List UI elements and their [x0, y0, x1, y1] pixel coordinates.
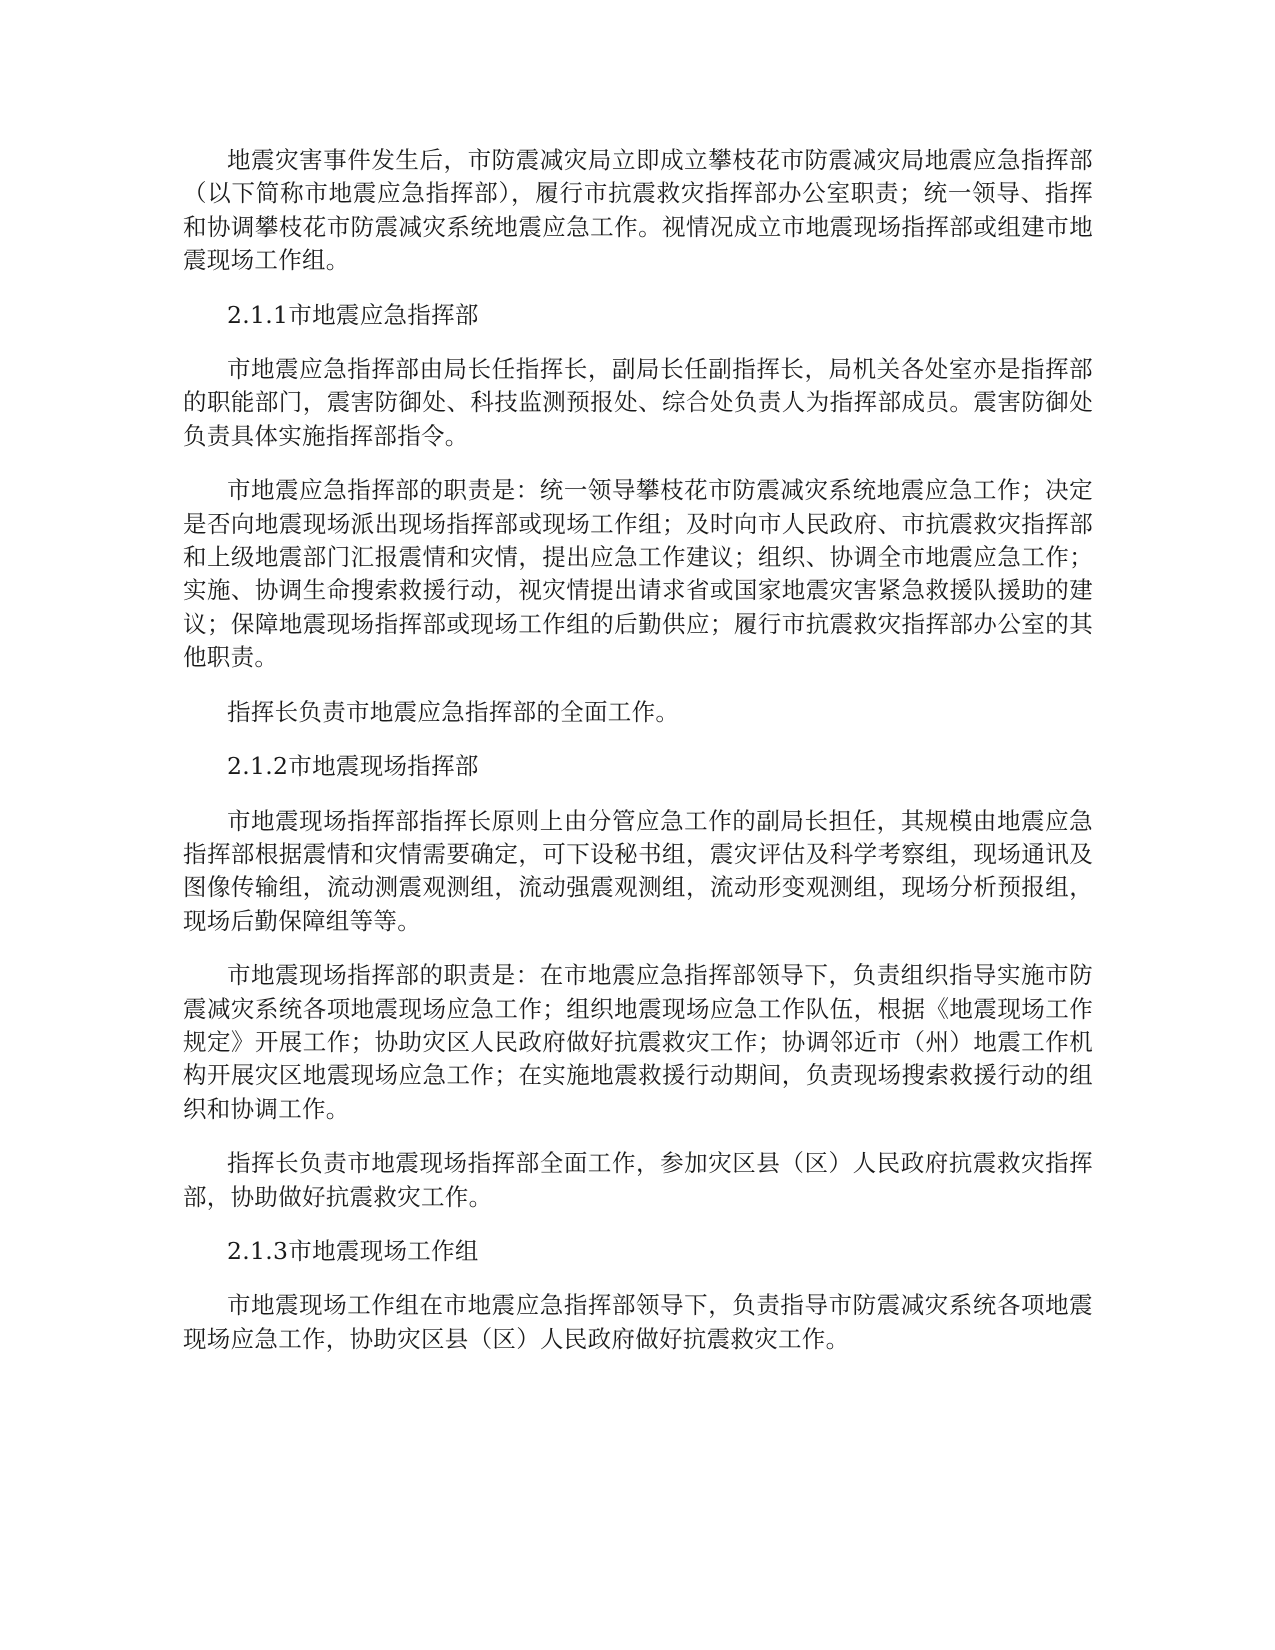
command-duties-paragraph: 市地震应急指挥部的职责是：统一领导攀枝花市防震减灾系统地震应急工作；决定是否向地震现场派出现场指挥部或现场工作组；及时向市人民政府、市抗震救灾指挥部和上级地震部门汇报震情和灾情，提出应急工作建议；组织、协调全市地震应急工作；实施、协调生命搜索救援行动，视灾情提出请求省或国家地震灾害紧急救援队援助的建议；保障地震现场指挥部或现场工作组的后勤供应；履行市抗震救灾指挥部办公室的其他职责。 [183, 476, 1093, 672]
section-heading-2-1-2: 2.1.2市地震现场指挥部 [227, 752, 479, 781]
field-workgroup-paragraph: 市地震现场工作组在市地震应急指挥部领导下，负责指导市防震减灾系统各项地震现场应急工作，协助灾区县（区）人民政府做好抗震救灾工作。 [183, 1291, 1093, 1353]
section-heading-2-1-1: 2.1.1市地震应急指挥部 [227, 300, 479, 329]
section-heading-2-1-3: 2.1.3市地震现场工作组 [227, 1236, 479, 1265]
field-commander-responsibility-paragraph: 指挥长负责市地震现场指挥部全面工作，参加灾区县（区）人民政府抗震救灾指挥部，协助做好抗震救灾工作。 [183, 1149, 1093, 1211]
field-command-duties-paragraph: 市地震现场指挥部的职责是：在市地震应急指挥部领导下，负责组织指导实施市防震减灾系统各项地震现场应急工作；组织地震现场应急工作队伍，根据《地震现场工作规定》开展工作；协助灾区人民政府做好抗震救灾工作；协调邻近市（州）地震工作机构开展灾区地震现场应急工作；在实施地震救援行动期间，负责现场搜索救援行动的组织和协调工作。 [183, 961, 1093, 1123]
commander-responsibility-paragraph: 指挥长负责市地震应急指挥部的全面工作。 [227, 697, 680, 726]
command-composition-paragraph: 市地震应急指挥部由局长任指挥长，副局长任副指挥长，局机关各处室亦是指挥部的职能部门，震害防御处、科技监测预报处、综合处负责人为指挥部成员。震害防御处负责具体实施指挥部指令。 [183, 355, 1093, 450]
intro-paragraph: 地震灾害事件发生后，市防震减灾局立即成立攀枝花市防震减灾局地震应急指挥部（以下简称市地震应急指挥部），履行市抗震救灾指挥部办公室职责；统一领导、指挥和协调攀枝花市防震减灾系统地震应急工作。视情况成立市地震现场指挥部或组建市地震现场工作组。 [183, 146, 1093, 275]
field-command-composition-paragraph: 市地震现场指挥部指挥长原则上由分管应急工作的副局长担任，其规模由地震应急指挥部根据震情和灾情需要确定，可下设秘书组，震灾评估及科学考察组，现场通讯及图像传输组，流动测震观测组，流动强震观测组，流动形变观测组，现场分析预报组，现场后勤保障组等等。 [183, 806, 1093, 935]
document-body [183, 144, 1093, 1377]
